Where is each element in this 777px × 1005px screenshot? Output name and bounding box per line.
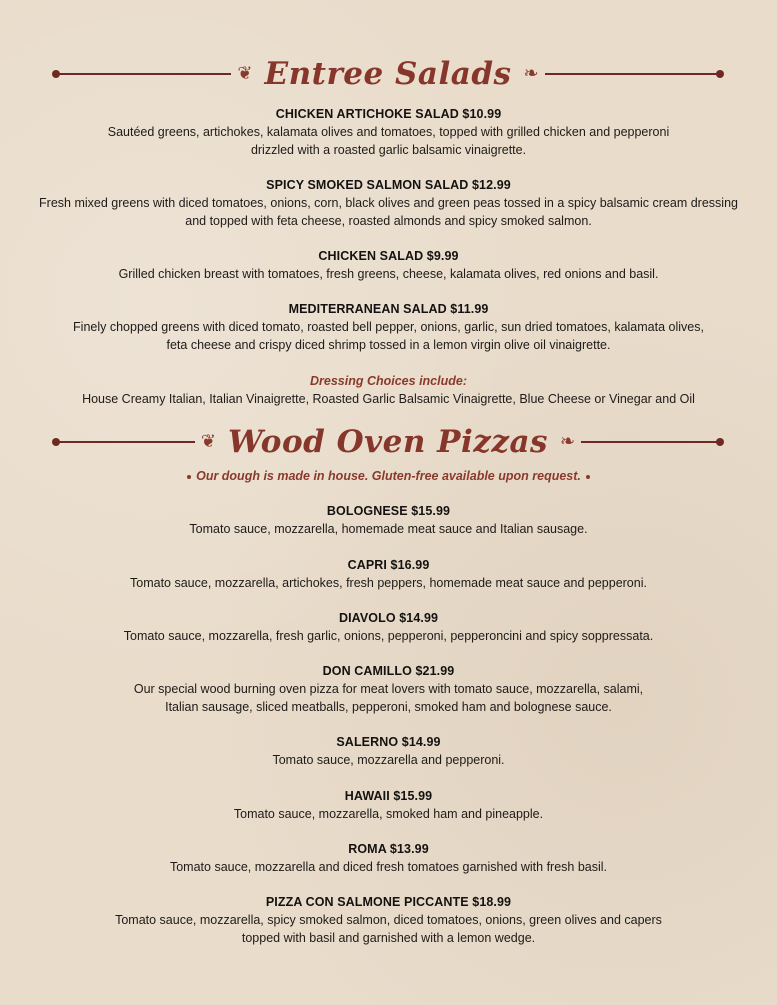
item-name: DON CAMILLO $21.99 — [322, 664, 455, 678]
menu-item — [20, 610, 757, 645]
item-description: Tomato sauce, mozzarella, artichokes, fresh peppers, homemade meat sauce and pepperoni. — [130, 576, 647, 590]
item-name: CHICKEN SALAD $9.99 — [318, 249, 459, 263]
divider-line — [545, 73, 720, 75]
item-name: ROMA $13.99 — [348, 842, 429, 856]
item-description: Tomato sauce, mozzarella, smoked ham and pineapple. — [233, 807, 544, 821]
menu-item — [20, 106, 757, 159]
divider-line — [581, 441, 720, 443]
menu-item — [20, 788, 757, 823]
item-description: Tomato sauce, mozzarella and pepperoni. — [272, 753, 505, 767]
section-title-salads: Entree Salads — [264, 56, 512, 92]
pizzas-header — [56, 422, 720, 462]
menu-item — [20, 557, 757, 592]
bullet-dot-icon — [187, 475, 191, 479]
divider-line — [56, 73, 231, 75]
item-name: CAPRI $16.99 — [347, 558, 430, 572]
bullet-dot-icon — [586, 475, 590, 479]
dressing-list: House Creamy Italian, Italian Vinaigrette, Roasted Garlic Balsamic Vinaigrette, Blue Cheese or Vinegar and Oil — [82, 392, 695, 406]
menu-item — [20, 248, 757, 283]
item-description: Tomato sauce, mozzarella, fresh garlic, onions, pepperoni, pepperoncini and spicy soppressata. — [123, 629, 654, 643]
divider-line — [56, 441, 195, 443]
scroll-ornament-icon: ❦ — [237, 63, 253, 84]
menu-item — [20, 663, 757, 716]
item-description: Fresh mixed greens with diced tomatoes, onions, corn, black olives and green peas tossed in a spicy balsamic cream dressing and topped with feta cheese, roasted almonds and spicy smoked salmon. — [39, 196, 738, 228]
item-description: Tomato sauce, mozzarella, homemade meat sauce and Italian sausage. — [189, 522, 588, 536]
scroll-ornament-icon: ❧ — [560, 431, 576, 452]
salads-header — [56, 54, 720, 94]
item-description: Tomato sauce, mozzarella, spicy smoked salmon, diced tomatoes, onions, green olives and capers topped with basil and garnished with a lemon wedge. — [115, 913, 662, 945]
item-name: HAWAII $15.99 — [344, 789, 433, 803]
item-description: Our special wood burning oven pizza for meat lovers with tomato sauce, mozzarella, salami, Italian sausage, sliced meatballs, pepperoni, smoked ham and bolognese sauce. — [133, 682, 644, 714]
item-name: DIAVOLO $14.99 — [338, 611, 439, 625]
item-description: Tomato sauce, mozzarella and diced fresh tomatoes garnished with fresh basil. — [169, 860, 608, 874]
item-name: PIZZA CON SALMONE PICCANTE $18.99 — [265, 895, 512, 909]
scroll-ornament-icon: ❦ — [200, 431, 216, 452]
dressing-title: Dressing Choices include: — [310, 374, 467, 388]
dressing-choices — [20, 373, 757, 408]
section-title-pizzas: Wood Oven Pizzas — [228, 424, 549, 460]
dough-note — [20, 468, 757, 485]
dough-note-text: Our dough is made in house. Gluten-free available upon request. — [196, 469, 581, 483]
scroll-ornament-icon: ❧ — [523, 63, 539, 84]
item-description: Finely chopped greens with diced tomato, roasted bell pepper, onions, garlic, sun dried tomatoes, kalamata olives, feta cheese and crispy diced shrimp tossed in a lemon virgin olive oil vinaigrette. — [73, 320, 704, 352]
menu-item — [20, 734, 757, 769]
menu-item — [20, 503, 757, 538]
menu-item — [20, 894, 757, 947]
item-name: SALERNO $14.99 — [336, 735, 441, 749]
item-description: Sautéed greens, artichokes, kalamata olives and tomatoes, topped with grilled chicken and pepperoni drizzled with a roasted garlic balsamic vinaigrette. — [107, 125, 670, 157]
item-description: Grilled chicken breast with tomatoes, fresh greens, cheese, kalamata olives, red onions and basil. — [118, 267, 659, 281]
menu-item — [20, 177, 757, 230]
item-name: CHICKEN ARTICHOKE SALAD $10.99 — [275, 107, 502, 121]
item-name: BOLOGNESE $15.99 — [326, 504, 451, 518]
menu-item — [20, 301, 757, 354]
item-name: MEDITERRANEAN SALAD $11.99 — [288, 302, 489, 316]
menu-item — [20, 841, 757, 876]
item-name: SPICY SMOKED SALMON SALAD $12.99 — [266, 178, 511, 192]
